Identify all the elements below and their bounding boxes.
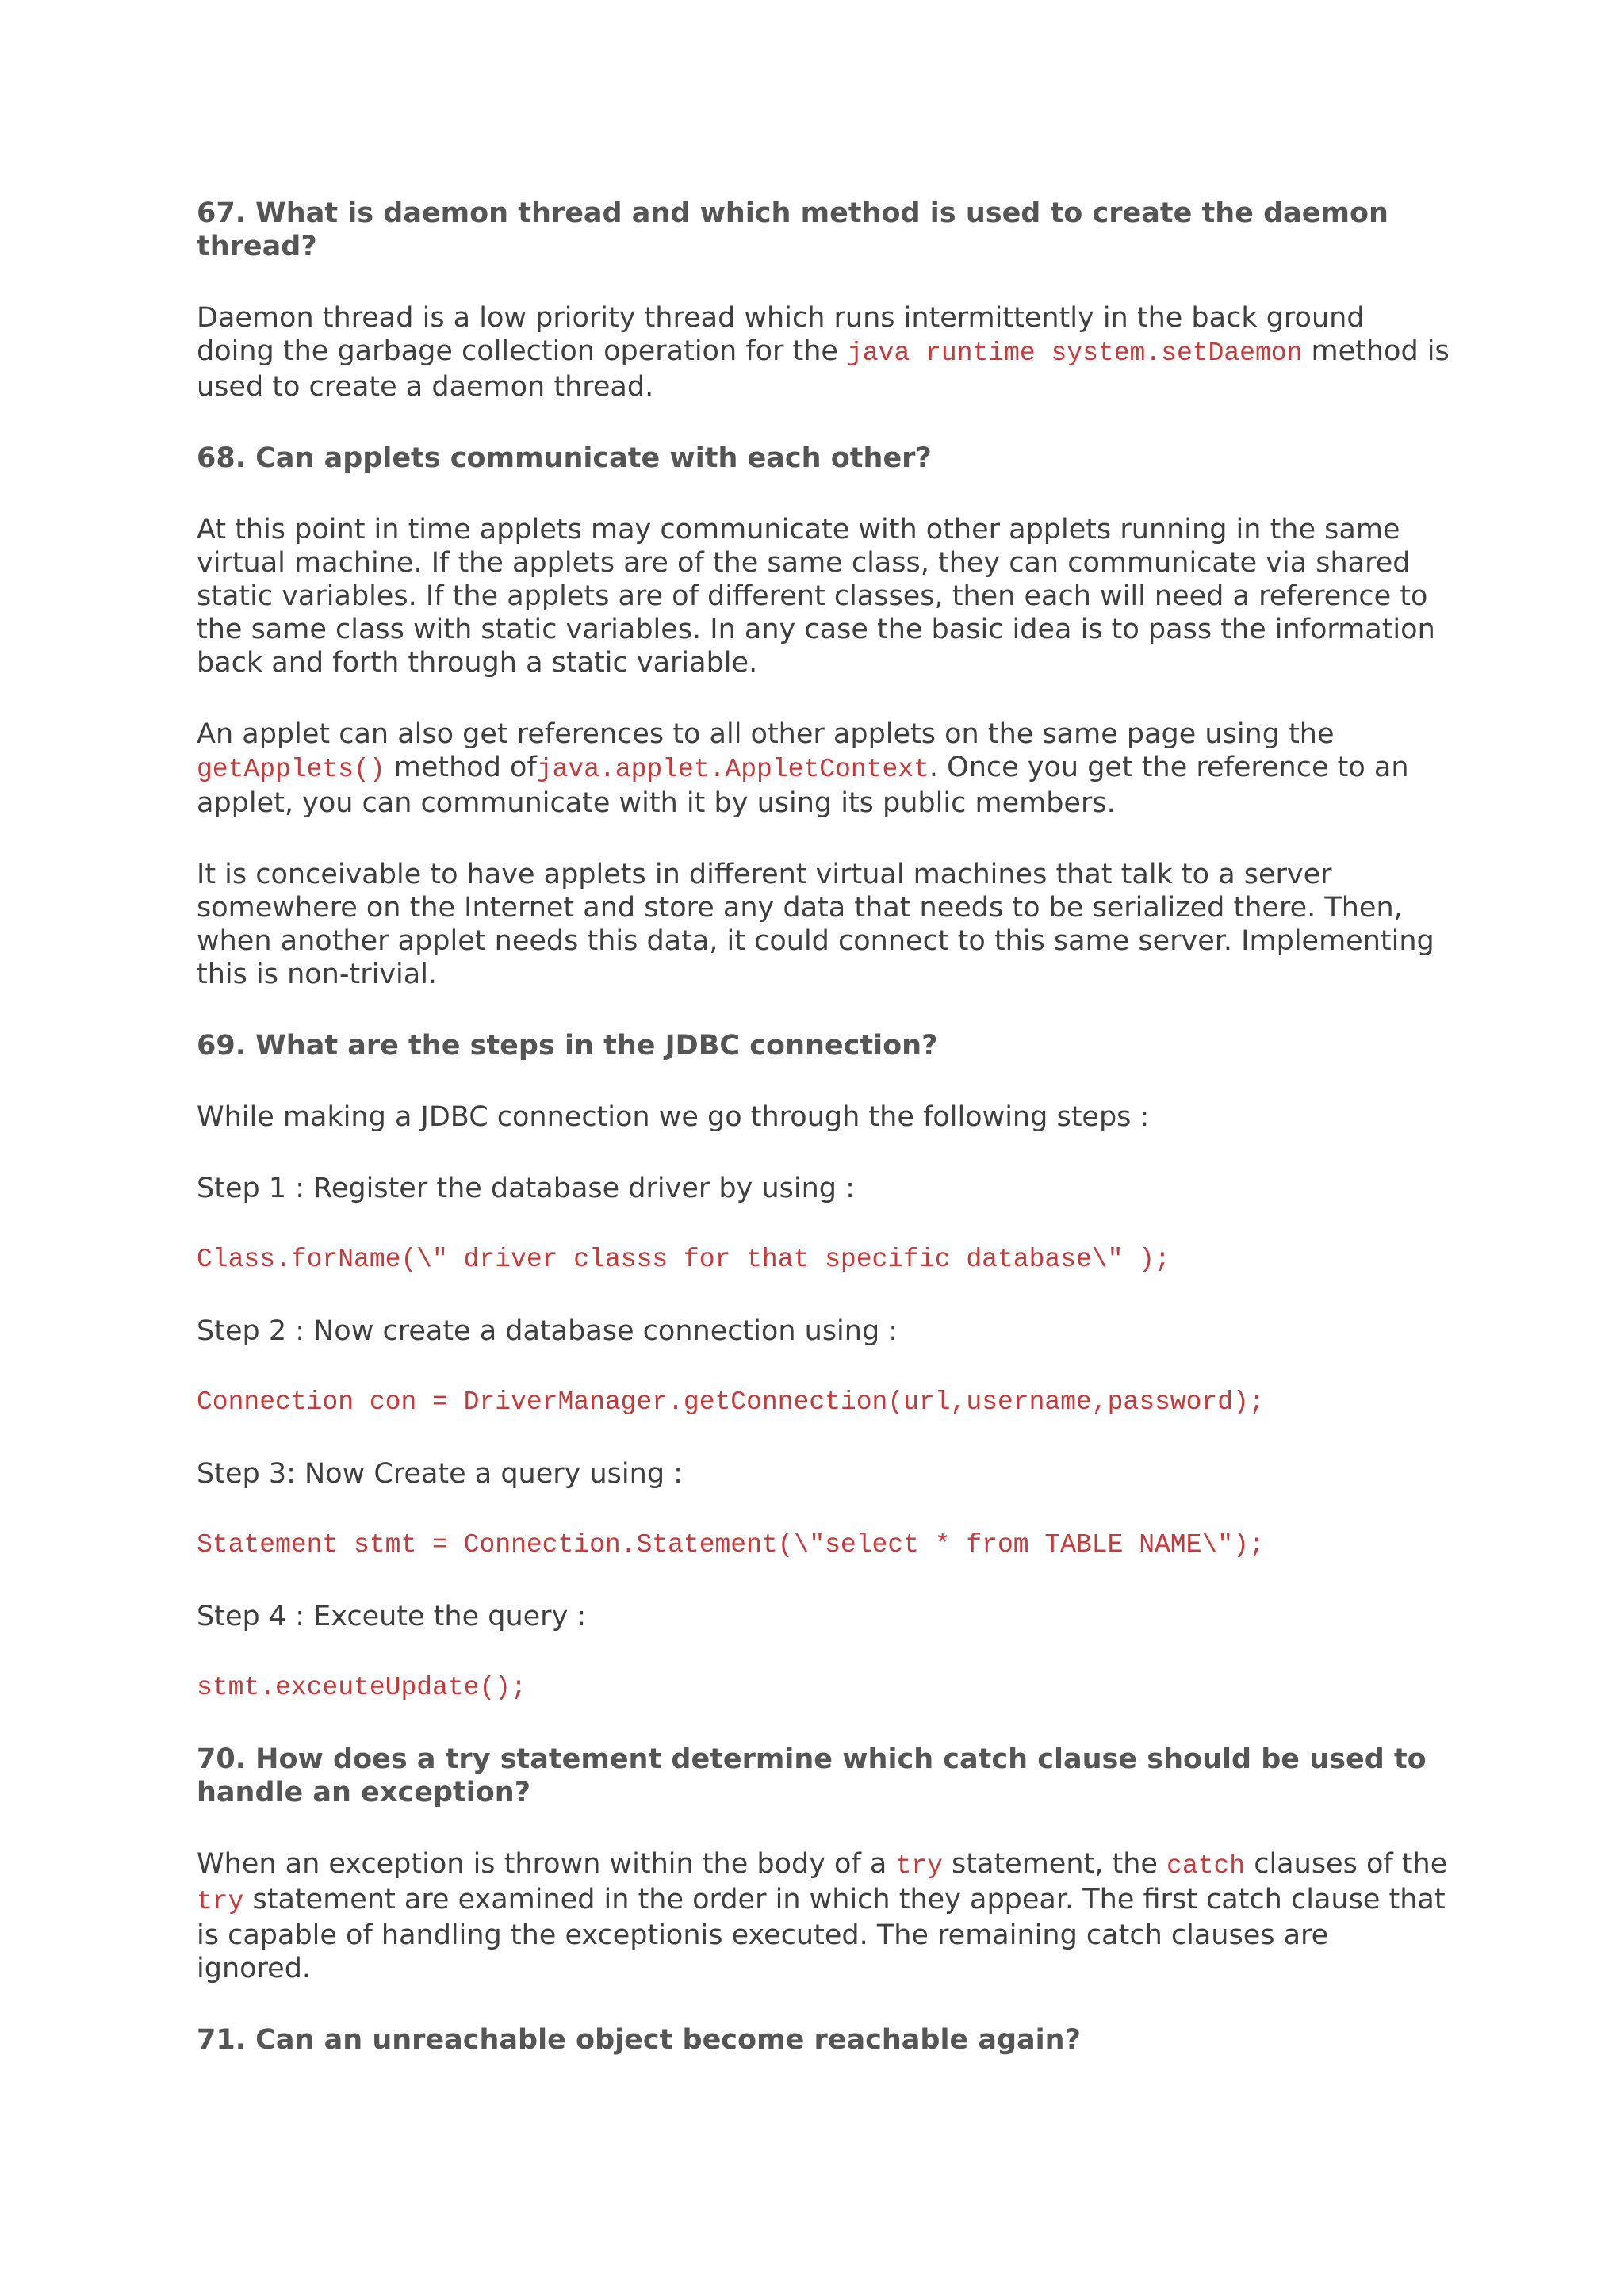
answer-70-text-4: statement are examined in the order in which they appear. The first catch clause that is capable of handling the exceptionis executed. The remaining catch clauses are ignored. (197, 1884, 1446, 1984)
answer-69-code-2: Connection con = DriverManager.getConnection(url,username,password); (197, 1387, 1265, 1417)
answer-70-code-3: try (197, 1887, 244, 1916)
answer-67-paragraph (197, 301, 1450, 404)
answer-68-text-2: method of (385, 752, 537, 783)
question-68-heading: 68. Can applets communicate with each other? (197, 442, 932, 474)
answer-69-code-4: stmt.exceuteUpdate(); (197, 1673, 527, 1702)
question-69-heading: 69. What are the steps in the JDBC connection? (197, 1030, 938, 1062)
answer-68-code-2: java.applet.AppletContext (536, 755, 929, 784)
answer-70-text-1: When an exception is thrown within the body of a (197, 1848, 896, 1880)
answer-69-intro: While making a JDBC connection we go through the following steps : (197, 1101, 1150, 1133)
answer-70-paragraph (197, 1847, 1450, 1985)
answer-70-code-2: catch (1166, 1851, 1246, 1881)
answer-69-code-3: Statement stmt = Connection.Statement(\"select * from TABLE NAME\"); (197, 1530, 1265, 1559)
answer-69-step-3: Step 3: Now Create a query using : (197, 1458, 683, 1490)
question-67-heading: 67. What is daemon thread and which method is used to create the daemon thread? (197, 197, 1388, 262)
answer-67-text-2: method is used to create a daemon thread. (197, 335, 1450, 403)
answer-69-step-4: Step 4 : Exceute the query : (197, 1601, 587, 1632)
answer-69-step-2: Step 2 : Now create a database connection using : (197, 1315, 898, 1347)
answer-67-code-1: java runtime system.setDaemon (847, 339, 1303, 368)
document-page (197, 197, 1450, 2095)
question-71-heading: 71. Can an unreachable object become reachable again? (197, 2024, 1081, 2056)
answer-68-text-3: . Once you get the reference to an applet, you can communicate with it by using its public members. (197, 752, 1409, 819)
answer-68-paragraph-1: At this point in time applets may communicate with other applets running in the same virtual machine. If the applets are of the same class, they can communicate via shared static variables. If the applets are of different classes, then each will need a reference to the same class with static variables. In any case the basic idea is to pass the information back and forth through a static variable. (197, 514, 1435, 679)
answer-68-code-1: getApplets() (197, 755, 385, 784)
answer-70-text-3: clauses of the (1245, 1848, 1448, 1880)
question-70-heading: 70. How does a try statement determine which catch clause should be used to handle an exception? (197, 1743, 1427, 1808)
answer-68-text-1: An applet can also get references to all other applets on the same page using the (197, 718, 1335, 750)
answer-70-code-1: try (895, 1851, 943, 1881)
answer-68-paragraph-2 (197, 718, 1450, 820)
answer-68-paragraph-3: It is conceivable to have applets in different virtual machines that talk to a server somewhere on the Internet and store any data that needs to be serialized there. Then, when another applet needs this data, it could connect to this same server. Implementing this is non-trivial. (197, 859, 1434, 990)
answer-69-step-1: Step 1 : Register the database driver by using : (197, 1173, 855, 1204)
answer-67-text-1: Daemon thread is a low priority thread which runs intermittently in the back ground doing the garbage collection operation for the (197, 302, 1365, 367)
answer-70-text-2: statement, the (942, 1848, 1167, 1880)
answer-69-code-1: Class.forName(\" driver classs for that specific database\" ); (197, 1245, 1170, 1274)
